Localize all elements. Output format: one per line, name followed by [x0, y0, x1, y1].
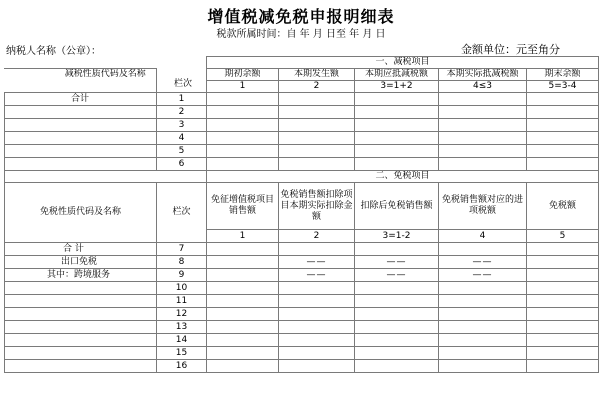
- s2-section-spacer: [5, 171, 207, 183]
- table-cell[interactable]: [279, 106, 355, 119]
- table-cell[interactable]: [207, 256, 279, 269]
- s2-row-number: 8: [157, 256, 207, 269]
- s2-row-number: 16: [157, 360, 207, 373]
- table-cell[interactable]: [279, 308, 355, 321]
- table-cell[interactable]: [355, 321, 439, 334]
- table-cell[interactable]: [279, 347, 355, 360]
- s1-col-number: 5=3-4: [527, 81, 599, 93]
- table-cell[interactable]: [439, 347, 527, 360]
- s2-col-header-no: 栏次: [157, 183, 207, 243]
- s1-row-name: [5, 158, 157, 171]
- s1-col-header: 期末余额: [527, 69, 599, 81]
- table-cell[interactable]: [527, 360, 599, 373]
- table-cell[interactable]: [207, 243, 279, 256]
- table-cell[interactable]: [439, 119, 527, 132]
- s2-row-number: 15: [157, 347, 207, 360]
- table-cell[interactable]: [207, 321, 279, 334]
- table-cell[interactable]: [439, 295, 527, 308]
- amount-unit: 金额单位：元至角分: [461, 43, 560, 56]
- table-cell[interactable]: [279, 119, 355, 132]
- table-cell[interactable]: [439, 93, 527, 106]
- s2-col-header: 免税销售额对应的进项税额: [439, 183, 527, 230]
- table-cell[interactable]: [527, 269, 599, 282]
- table-cell[interactable]: [439, 321, 527, 334]
- s2-col-number: 4: [439, 230, 527, 243]
- s2-col-header: 免征增值税项目销售额: [207, 183, 279, 230]
- table-cell[interactable]: [355, 158, 439, 171]
- table-cell[interactable]: [527, 256, 599, 269]
- table-cell[interactable]: [207, 119, 279, 132]
- table-cell[interactable]: [207, 132, 279, 145]
- table-cell[interactable]: [279, 282, 355, 295]
- s1-col-number: 4≤3: [439, 81, 527, 93]
- s2-col-header: 免税额: [527, 183, 599, 230]
- s1-row-name: [5, 106, 157, 119]
- table-cell[interactable]: [439, 145, 527, 158]
- dash-cell: ——: [439, 269, 527, 282]
- s1-col-header: 期初余额: [207, 69, 279, 81]
- table-cell[interactable]: [279, 321, 355, 334]
- table-cell[interactable]: [439, 334, 527, 347]
- relief-detail-table: [4, 56, 599, 373]
- table-cell[interactable]: [527, 334, 599, 347]
- s1-name-header: 减税性质代码及名称: [5, 57, 207, 93]
- dash-cell: ——: [355, 256, 439, 269]
- s1-col-header-no: 栏次: [173, 79, 192, 89]
- table-cell[interactable]: [527, 308, 599, 321]
- s2-row-number: 9: [157, 269, 207, 282]
- table-cell[interactable]: [527, 145, 599, 158]
- table-cell[interactable]: [279, 334, 355, 347]
- table-cell[interactable]: [355, 93, 439, 106]
- table-cell[interactable]: [527, 158, 599, 171]
- s1-row-name: [5, 132, 157, 145]
- table-cell[interactable]: [279, 93, 355, 106]
- s2-col-number: 3=1-2: [355, 230, 439, 243]
- table-cell[interactable]: [279, 158, 355, 171]
- s1-row-number: 6: [157, 158, 207, 171]
- table-cell[interactable]: [355, 282, 439, 295]
- table-cell[interactable]: [279, 132, 355, 145]
- table-cell[interactable]: [279, 243, 355, 256]
- s2-row-number: 10: [157, 282, 207, 295]
- s2-row-number: 7: [157, 243, 207, 256]
- table-cell[interactable]: [355, 132, 439, 145]
- table-cell[interactable]: [207, 158, 279, 171]
- table-cell[interactable]: [355, 334, 439, 347]
- form-title: 增值税减免税申报明细表: [207, 7, 395, 26]
- s2-col-number: 2: [279, 230, 355, 243]
- s2-col-number: 1: [207, 230, 279, 243]
- dash-cell: ——: [279, 256, 355, 269]
- s2-row-name: [5, 321, 157, 334]
- table-cell[interactable]: [355, 145, 439, 158]
- s2-row-name: 出口免税: [5, 256, 157, 269]
- table-cell[interactable]: [207, 308, 279, 321]
- s2-row-name: [5, 347, 157, 360]
- table-cell[interactable]: [279, 145, 355, 158]
- s1-col-number: 1: [207, 81, 279, 93]
- table-cell[interactable]: [527, 347, 599, 360]
- s1-row-number: 5: [157, 145, 207, 158]
- s2-row-name: [5, 295, 157, 308]
- table-cell[interactable]: [355, 360, 439, 373]
- table-cell[interactable]: [527, 321, 599, 334]
- s2-row-name: 其中：跨境服务: [5, 269, 157, 282]
- table-cell[interactable]: [279, 295, 355, 308]
- table-cell[interactable]: [527, 106, 599, 119]
- table-cell[interactable]: [527, 243, 599, 256]
- s1-col-header: 本期应抵减税额: [355, 69, 439, 81]
- table-cell[interactable]: [439, 132, 527, 145]
- s2-col-header: 免税销售额扣除项目本期实际扣除金额: [279, 183, 355, 230]
- table-cell[interactable]: [439, 243, 527, 256]
- table-cell[interactable]: [207, 295, 279, 308]
- s1-row-number: 4: [157, 132, 207, 145]
- s1-row-number: 1: [157, 93, 207, 106]
- s1-row-name: [5, 119, 157, 132]
- table-cell[interactable]: [527, 132, 599, 145]
- table-cell[interactable]: [207, 106, 279, 119]
- s2-row-number: 11: [157, 295, 207, 308]
- s2-col-number: 5: [527, 230, 599, 243]
- s1-row-name: 合计: [5, 93, 157, 106]
- table-cell[interactable]: [207, 360, 279, 373]
- table-cell[interactable]: [439, 360, 527, 373]
- table-cell[interactable]: [207, 145, 279, 158]
- dash-cell: ——: [355, 269, 439, 282]
- table-cell[interactable]: [207, 93, 279, 106]
- s1-divider: [156, 68, 157, 104]
- dash-cell: ——: [439, 256, 527, 269]
- s1-col-number: 2: [279, 81, 355, 93]
- s2-row-number: 13: [157, 321, 207, 334]
- table-cell[interactable]: [527, 93, 599, 106]
- table-cell[interactable]: [355, 119, 439, 132]
- s2-section-title: 二、免税项目: [207, 171, 599, 183]
- s1-row-name: [5, 145, 157, 158]
- table-cell[interactable]: [207, 282, 279, 295]
- s1-section-title: 一、减税项目: [207, 57, 599, 69]
- table-cell[interactable]: [207, 269, 279, 282]
- s1-row-number: 3: [157, 119, 207, 132]
- table-cell[interactable]: [527, 295, 599, 308]
- s2-row-name: 合 计: [5, 243, 157, 256]
- table-cell[interactable]: [439, 158, 527, 171]
- s2-name-header: 免税性质代码及名称: [5, 183, 157, 243]
- s1-header-underline: [4, 68, 157, 69]
- table-cell[interactable]: [527, 119, 599, 132]
- s2-col-header: 扣除后免税销售额: [355, 183, 439, 230]
- table-cell[interactable]: [207, 347, 279, 360]
- s1-col-header: 本期发生额: [279, 69, 355, 81]
- s2-row-name: [5, 282, 157, 295]
- s2-row-name: [5, 308, 157, 321]
- table-cell[interactable]: [439, 308, 527, 321]
- s1-row-number: 2: [157, 106, 207, 119]
- table-cell[interactable]: [527, 282, 599, 295]
- table-cell[interactable]: [355, 347, 439, 360]
- table-cell[interactable]: [355, 295, 439, 308]
- table-cell[interactable]: [439, 282, 527, 295]
- table-cell[interactable]: [355, 106, 439, 119]
- s2-row-number: 14: [157, 334, 207, 347]
- s2-row-number: 12: [157, 308, 207, 321]
- tax-period: 税款所属时间：自 年 月 日至 年 月 日: [216, 29, 386, 40]
- table-cell[interactable]: [355, 243, 439, 256]
- s2-row-name: [5, 360, 157, 373]
- table-cell[interactable]: [207, 334, 279, 347]
- table-cell[interactable]: [439, 106, 527, 119]
- s1-col-header: 本期实际抵减税额: [439, 69, 527, 81]
- table-cell[interactable]: [279, 360, 355, 373]
- s2-row-name: [5, 334, 157, 347]
- taxpayer-name-label: 纳税人名称（公章）：: [6, 46, 101, 57]
- dash-cell: ——: [279, 269, 355, 282]
- s1-col-number: 3=1+2: [355, 81, 439, 93]
- table-cell[interactable]: [355, 308, 439, 321]
